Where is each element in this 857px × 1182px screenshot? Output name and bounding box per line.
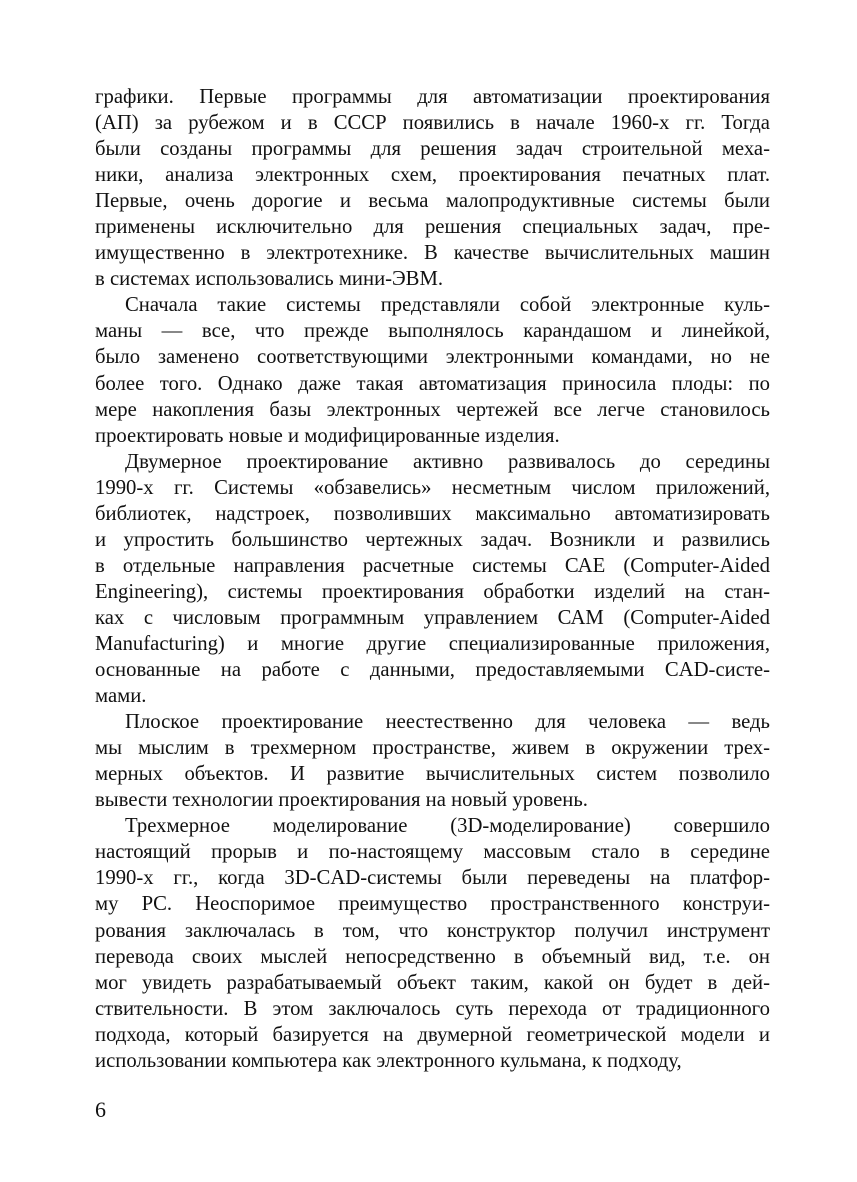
text-line: 1990-х гг. Системы «обзавелись» несметным числом приложений, [95,476,770,499]
paragraph [95,709,770,813]
text-line: Двумерное проектирование активно развивалось до середины [125,450,770,473]
text-line: в системах использовались мини-ЭВМ. [95,268,444,291]
text-line: мере накопления базы электронных чертежей все легче становилось [95,398,770,421]
text-line: графики. Первые программы для автоматизации проектирования [95,86,770,108]
text-line: 1990-х гг., когда 3D-CAD-системы были переведены на платфор- [95,867,770,890]
text-line: основанные на работе с данными, предоставляемыми CAD-систе- [95,659,770,682]
text-line: было заменено соответствующими электронными командами, но не [95,346,770,369]
text-line: перевода своих мыслей непосредственно в объемный вид, т.е. он [95,945,770,968]
paragraph [95,449,770,709]
text-line: подхода, который базируется на двумерной геометрической модели и [95,1023,770,1046]
text-line: проектировать новые и модифицированные изделия. [95,424,560,447]
text-line: (АП) за рубежом и в СССР появились в начале 1960-х гг. Тогда [95,112,770,135]
text-line: Сначала такие системы представляли собой электронные куль- [125,294,770,317]
text-line: му PC. Неоспоримое преимущество пространственного конструи- [95,893,770,916]
text-line: Трехмерное моделирование (3D-моделирование) совершило [125,815,770,838]
text-line: маны — все, что прежде выполнялось карандашом и линейкой, [95,320,770,343]
text-line: Engineering), системы проектирования обработки изделий на стан- [95,580,770,603]
paragraph [95,292,770,448]
text-line: рования заключалась в том, что конструктор получил инструмент [95,919,770,942]
text-line: более того. Однако даже такая автоматизация приносила плоды: по [95,372,770,395]
text-line: Плоское проектирование неестественно для человека — ведь [125,711,770,734]
text-line: настоящий прорыв и по-настоящему массовым стало в середине [95,841,770,864]
text-line: ствительности. В этом заключалось суть перехода от традиционного [95,997,770,1020]
text-line: ники, анализа электронных схем, проектирования печатных плат. [95,164,770,187]
paragraph [95,813,770,1073]
page-number: 6 [95,1097,106,1122]
paragraph [95,84,770,292]
text-line: ках с числовым программным управлением САМ (Computer-Aided [95,606,770,629]
text-line: использовании компьютера как электронного кульмана, к подходу, [95,1049,682,1072]
text-line: были созданы программы для решения задач строительной меха- [95,138,770,161]
page-body [95,84,770,1074]
text-line: мог увидеть разрабатываемый объект таким, какой он будет в дей- [95,971,770,994]
text-line: вывести технологии проектирования на новый уровень. [95,789,588,812]
text-line: мами. [95,685,147,708]
text-line: Manufacturing) и многие другие специализированные приложения, [95,632,770,655]
text-line: имущественно в электротехнике. В качестве вычислительных машин [95,242,770,265]
text-line: мы мыслим в трехмерном пространстве, живем в окружении трех- [95,737,770,760]
text-line: Первые, очень дорогие и весьма малопродуктивные системы были [95,190,770,213]
text-line: библиотек, надстроек, позволивших максимально автоматизировать [95,502,770,525]
text-line: мерных объектов. И развитие вычислительных систем позволило [95,763,770,786]
text-line: в отдельные направления расчетные системы САЕ (Computer-Aided [95,554,770,577]
text-line: применены исключительно для решения специальных задач, пре- [95,216,770,239]
text-line: и упростить большинство чертежных задач. Возникли и развились [95,528,770,551]
